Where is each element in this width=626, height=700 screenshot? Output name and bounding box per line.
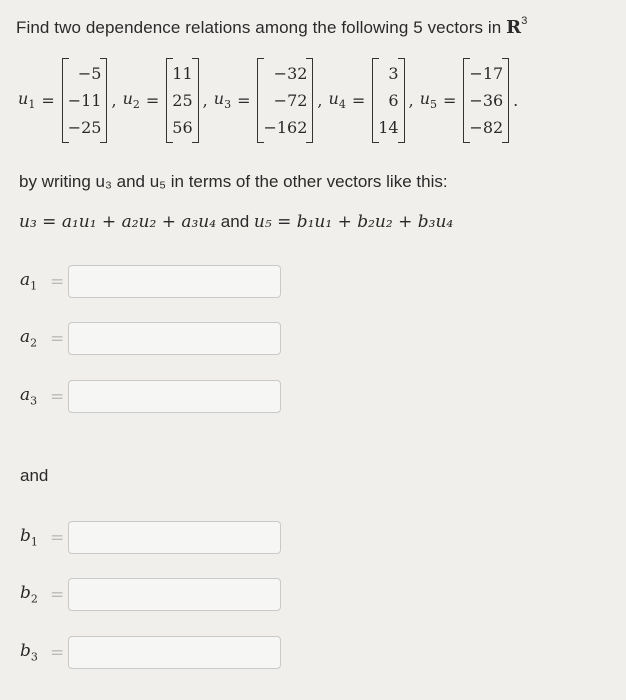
vector-u2-matrix bbox=[166, 58, 198, 143]
a2-input[interactable] bbox=[68, 322, 281, 355]
matrix-entry: −17 bbox=[469, 64, 504, 83]
matrix-entry: −5 bbox=[77, 64, 102, 83]
vector-u1-matrix bbox=[62, 58, 108, 143]
matrix-entry: 14 bbox=[378, 118, 399, 137]
vector-label-u3: $u_3$ bbox=[213, 89, 232, 112]
real-space-symbol: R bbox=[506, 17, 522, 38]
relation-joiner: and bbox=[220, 212, 250, 231]
and-label: and bbox=[20, 466, 49, 485]
a1-input[interactable] bbox=[68, 265, 281, 298]
answer-row-b3: $b_3$ = bbox=[20, 636, 281, 669]
answer-row-a2: $a_2$ = bbox=[20, 322, 281, 355]
answer-row-b2: $b_2$ = bbox=[20, 578, 281, 611]
coefficient-label-a1: $a_1$ bbox=[20, 270, 38, 293]
vector-label-u5: $u_5$ bbox=[419, 89, 437, 112]
matrix-entry: −36 bbox=[469, 91, 504, 110]
coefficient-label-a2: $a_2$ bbox=[20, 327, 38, 350]
a3-input[interactable] bbox=[68, 380, 281, 413]
b2-input[interactable] bbox=[68, 578, 281, 611]
problem-prompt bbox=[16, 17, 527, 38]
coefficient-label-b3: $b_3$ bbox=[20, 641, 38, 664]
vector-u3-matrix bbox=[257, 58, 313, 143]
matrix-entry: −162 bbox=[263, 118, 308, 137]
coefficient-label-b2: $b_2$ bbox=[20, 583, 38, 606]
matrix-entry: −11 bbox=[67, 91, 102, 110]
coefficient-label-b1: $b_1$ bbox=[20, 526, 38, 549]
b1-input[interactable] bbox=[68, 521, 281, 554]
vector-label-u1: $u_1$ bbox=[18, 89, 36, 112]
matrix-entry: 11 bbox=[172, 64, 193, 83]
vector-label-u2: $u_2$ bbox=[122, 89, 140, 112]
prompt-text: Find two dependence relations among the following 5 vectors in bbox=[16, 18, 507, 37]
matrix-entry: 25 bbox=[172, 91, 193, 110]
relation-line bbox=[19, 212, 453, 232]
matrix-entry: −72 bbox=[273, 91, 308, 110]
vector-u5-matrix bbox=[463, 58, 509, 143]
relation-equation-2: u₅ = b₁u₁ + b₂u₂ + b₃u₄ bbox=[253, 212, 454, 232]
matrix-entry: 56 bbox=[172, 118, 193, 137]
instruction-text: by writing u₃ and u₅ in terms of the other vectors like this: bbox=[19, 172, 448, 191]
vector-label-u4: $u_4$ bbox=[328, 89, 346, 112]
vector-u4-matrix bbox=[372, 58, 404, 143]
matrix-entry: 3 bbox=[388, 64, 399, 83]
coefficient-label-a3: $a_3$ bbox=[20, 385, 38, 408]
relation-equation-1: u₃ = a₁u₁ + a₂u₂ + a₃u₄ bbox=[19, 212, 217, 232]
answer-row-a1: $a_1$ = bbox=[20, 265, 281, 298]
vector-list: $u_1$ = −5 −11 −25 , $u_2$ = 11 25 56 , $u_3$ = −32 −72 −162 , $u_4$ = 3 6 14 , $u_5$ = −17 −36 −82 . bbox=[18, 58, 524, 143]
answer-row-b1: $b_1$ = bbox=[20, 521, 281, 554]
answer-row-a3: $a_3$ = bbox=[20, 380, 281, 413]
b3-input[interactable] bbox=[68, 636, 281, 669]
matrix-entry: −82 bbox=[469, 118, 504, 137]
matrix-entry: −32 bbox=[273, 64, 308, 83]
space-exponent: 3 bbox=[521, 15, 528, 28]
matrix-entry: 6 bbox=[388, 91, 399, 110]
matrix-entry: −25 bbox=[67, 118, 102, 137]
